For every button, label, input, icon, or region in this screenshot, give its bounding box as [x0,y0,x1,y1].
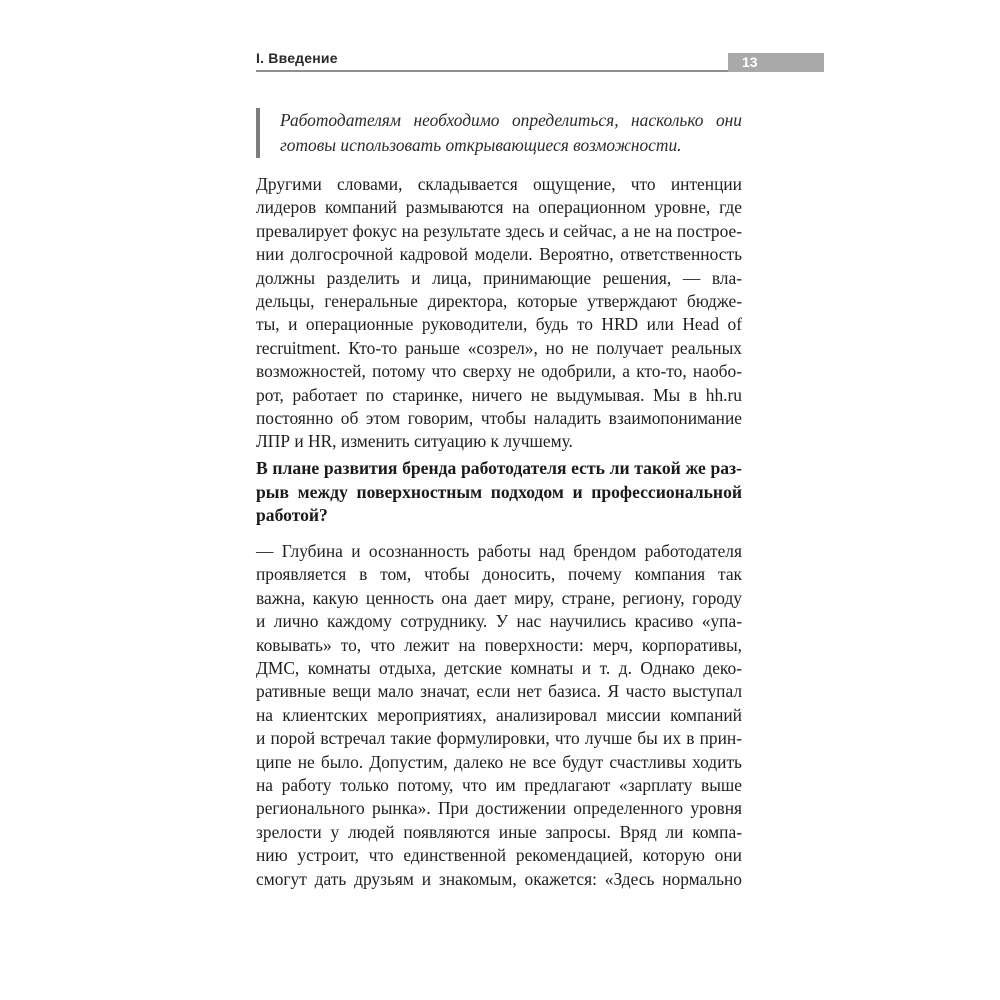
text-line: ративные вещи мало значат, если нет базиса. Я часто выступал [256,681,742,702]
text-line: лидеров компаний размываются на операционном уровне, где [256,197,742,218]
text-line: и порой встречал такие формулировки, что лучше бы их в прин- [256,728,742,749]
text-line: дельцы, генеральные директора, которые утверждают бюдже- [256,291,742,312]
text-line: ковывать» то, что лежит на поверхности: мерч, корпоративы, [256,634,742,655]
page-number: 13 [728,53,824,72]
question-line: работой? [256,505,328,525]
running-header [256,50,824,74]
text-line: возможностей, потому что сверху не одобрили, а кто-то, наобо- [256,361,742,382]
section-title: I. Введение [256,50,338,66]
quote-line: Работодателям необходимо определиться, насколько они [280,110,742,130]
text-line: — Глубина и осознанность работы над брендом работодателя [256,541,742,561]
text-line: нии долгосрочной кадровой модели. Вероятно, ответственность [256,244,742,265]
text-line: должны разделить и лица, принимающие решения, — вла- [256,267,742,288]
text-line: рот, работает по старинке, ничего не выдумывая. Мы в hh.ru [256,384,742,405]
text-line: ципе не было. Допустим, далеко не все будут счастливы ходить [256,751,742,772]
header-rule [256,70,728,72]
text-line: смогут дать друзьям и знакомым, окажется: «Здесь нормально [256,868,742,889]
text-line: recruitment. Кто-то раньше «созрел», но не получает реальных [256,337,742,358]
text-line: постоянно об этом говорим, чтобы наладить взаимопонимание [256,408,742,429]
text-line: зрелости у людей появляются иные запросы. Вряд ли компа- [256,821,742,842]
quote-line: готовы использовать открывающиеся возможности. [280,135,682,155]
text-line: ДМС, комнаты отдыха, детские комнаты и т. д. Однако деко- [256,658,742,679]
question-line: В плане развития бренда работодателя есть ли такой же раз- [256,458,742,478]
text-line: Другими словами, складывается ощущение, что интенции [256,174,742,194]
text-line: ты, и операционные руководители, будь то HRD или Head of [256,314,742,335]
text-line: превалирует фокус на результате здесь и сейчас, а не на построе- [256,220,742,241]
text-line: важна, какую ценность она дает миру, стране, региону, городу [256,587,742,608]
text-line: на работу только потому, что им предлагают «зарплату выше [256,775,742,796]
text-line: проявляется в том, чтобы доносить, почему компания так [256,564,742,585]
interview-question [256,457,742,528]
text-line: нию устроит, что единственной рекомендацией, которую они [256,845,742,866]
paragraph-2 [256,540,742,891]
text-line: регионального рынка». При достижении определенного уровня [256,798,742,819]
paragraph-1 [256,173,742,454]
pull-quote [256,108,742,158]
text-line: ЛПР и HR, изменить ситуацию к лучшему. [256,431,573,452]
text-line: и лично каждому сотруднику. У нас научились красиво «упа- [256,611,742,632]
text-line: на клиентских мероприятиях, анализировал миссии компаний [256,704,742,725]
question-line: рыв между поверхностным подходом и профессиональной [256,481,742,502]
